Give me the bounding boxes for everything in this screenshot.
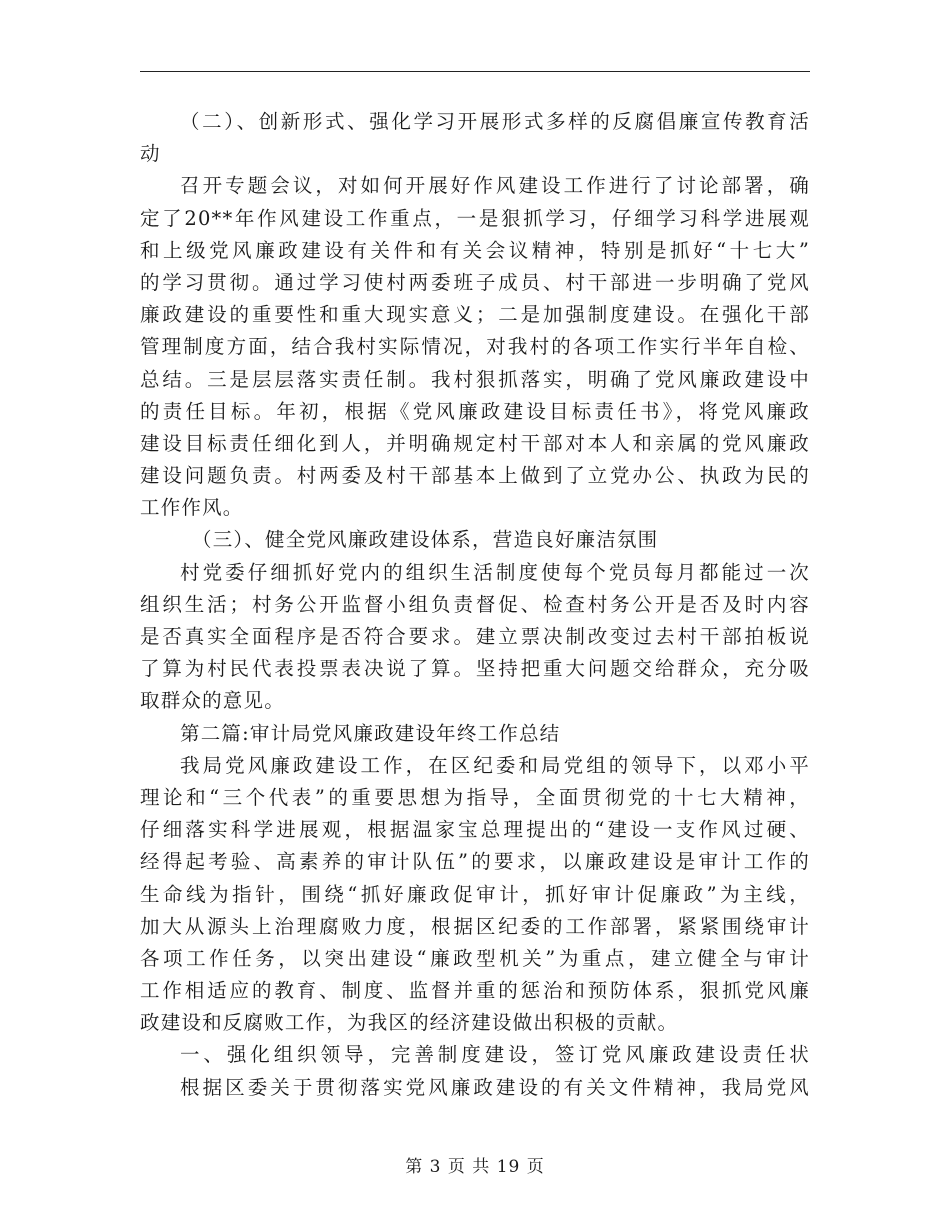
header-rule [140,71,810,72]
text-line: 动 [140,142,161,166]
text-line: 加大从源头上治理腐败力度，根据区纪委的工作部署，紧紧围绕审计 [140,914,810,938]
text-line: 各项工作任务，以突出建设“廉政型机关”为重点，建立健全与审计 [140,946,810,970]
text-line: 工作相适应的教育、制度、监督并重的惩治和预防体系，狠抓党风廉 [140,979,810,1003]
text-line: 和上级党风廉政建设有关件和有关会议精神，特别是抓好“十七大” [140,238,810,262]
chapter-title: 第二篇:审计局党风廉政建设年终工作总结 [180,721,561,745]
section-heading: （二）、创新形式、强化学习开展形式多样的反腐倡廉宣传教育活 [180,110,810,133]
text-line: 取群众的意见。 [140,689,285,713]
text-line: 定了20**年作风建设工作重点，一是狠抓学习，仔细学习科学进展观 [140,206,810,230]
document-body [140,106,810,1104]
text-line: 经得起考验、高素养的审计队伍”的要求，以廉政建设是审计工作的 [140,850,810,874]
paragraph-first-line: 我局党风廉政建设工作，在区纪委和局党组的领导下，以邓小平 [180,753,810,777]
text-line: 仔细落实科学进展观，根据温家宝总理提出的“建设一支作风过硬、 [140,818,810,842]
paragraph-first-line: 村党委仔细抓好党内的组织生活制度使每个党员每月都能过一次 [180,560,810,584]
text-line: 生命线为指针，围绕“抓好廉政促审计，抓好审计促廉政”为主线， [140,882,810,906]
text-line: 了算为村民代表投票表决说了算。坚持把重大问题交给群众，充分吸 [140,657,810,681]
text-line: 理论和“三个代表”的重要思想为指导，全面贯彻党的十七大精神， [140,785,810,809]
paragraph-first-line: 根据区委关于贯彻落实党风廉政建设的有关文件精神，我局党风 [180,1075,810,1099]
text-line: 建设问题负责。村两委及村干部基本上做到了立党办公、执政为民的 [140,464,810,488]
text-line: 廉政建设的重要性和重大现实意义；二是加强制度建设。在强化干部 [140,303,810,327]
text-line: 是否真实全面程序是否符合要求。建立票决制改变过去村干部拍板说 [140,625,810,648]
text-line: 工作作风。 [140,496,244,520]
text-line: 组织生活；村务公开监督小组负责督促、检查村务公开是否及时内容 [140,592,810,616]
page-footer: 第 3 页 共 19 页 [405,1157,545,1177]
text-line: 管理制度方面，结合我村实际情况，对我村的各项工作实行半年自检、 [140,335,810,359]
text-line: 建设目标责任细化到人，并明确规定村干部对本人和亲属的党风廉政 [140,431,810,455]
text-line: 总结。三是层层落实责任制。我村狠抓落实，明确了党风廉政建设中 [140,367,810,391]
section-heading: 一、强化组织领导，完善制度建设，签订党风廉政建设责任状 [180,1043,810,1067]
paragraph-first-line: 召开专题会议，对如何开展好作风建设工作进行了讨论部署，确 [180,174,810,198]
text-line: 政建设和反腐败工作，为我区的经济建设做出积极的贡献。 [140,1011,679,1035]
text-line: 的学习贯彻。通过学习使村两委班子成员、村干部进一步明确了党风 [140,270,810,294]
text-line: 的责任目标。年初，根据《党风廉政建设目标责任书》，将党风廉政 [140,399,810,423]
section-heading: （三）、健全党风廉政建设体系，营造良好廉洁氛围 [192,528,659,552]
